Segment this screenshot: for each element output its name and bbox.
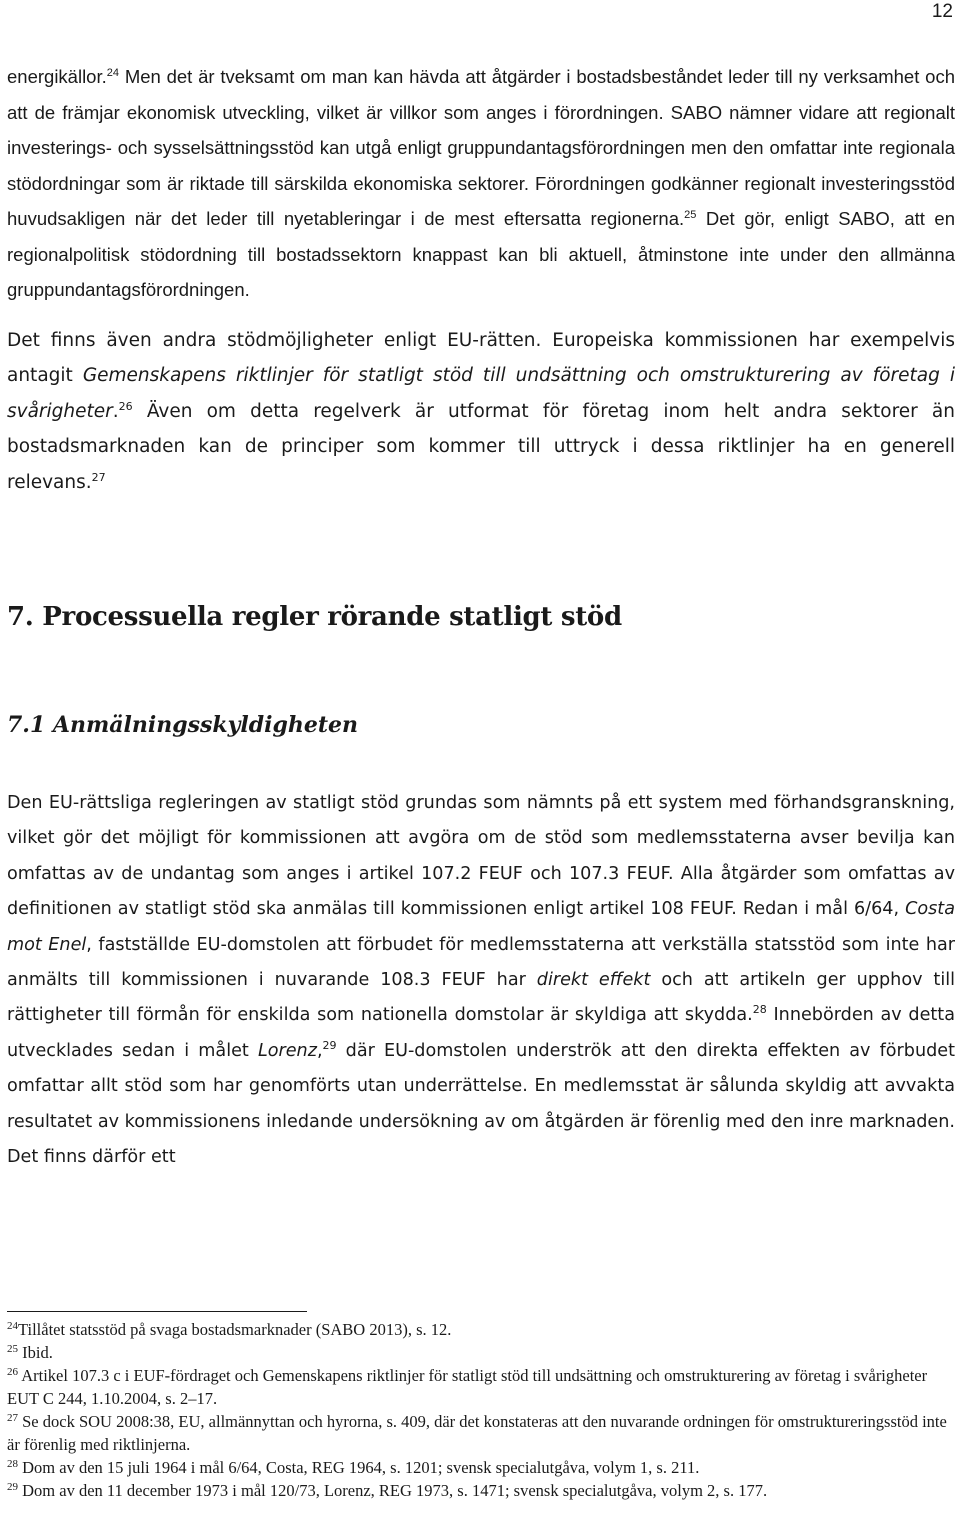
- text-run: ,: [316, 1040, 323, 1061]
- section-heading-7: 7. Processuella regler rörande statligt stöd: [7, 602, 622, 632]
- paragraph-notification-duty: [7, 786, 955, 1175]
- document-body: [7, 59, 955, 1175]
- footnote-text: Dom av den 11 december 1973 i mål 120/73, Lorenz, REG 1973, s. 1471; svensk specialutgåva, volym 2, s. 177.: [18, 1481, 768, 1500]
- footnote-28: [7, 1456, 955, 1479]
- text-run: Det finns även andra stödmöjligheter enligt EU-rätten. Europeiska kommissionen har exempelvis antagit: [7, 329, 955, 386]
- subsection-heading-7-1: 7.1 Anmälningsskyldigheten: [7, 712, 359, 738]
- text-run: Innebörden av detta utvecklades sedan i målet: [7, 1005, 955, 1061]
- footnote-ref-24[interactable]: 24: [106, 66, 120, 79]
- footnote-25: [7, 1341, 955, 1364]
- text-run: Även om detta regelverk är utformat för företag inom helt andra sektorer än bostadsmarknaden kan de principer som kommer till uttryck i dessa riktlinjer ha en generell relevans.: [7, 400, 955, 493]
- footnote-number: 24: [7, 1320, 18, 1332]
- paragraph-sabo-assessment: [7, 59, 955, 308]
- text-run: , fastställde EU-domstolen att förbudet för medlemsstaterna att verkställa statsstöd som inte har anmälts till kommissionen i nuvarande 108.3 FEUF har: [7, 934, 956, 991]
- footnote-text: Artikel 107.3 c i EUF-fördraget och Gemenskapens riktlinjer för statligt stöd till undsättning och omstrukturering av företag i svårigheter EUT C 244, 1.10.2004, s. 2–17.: [7, 1366, 928, 1408]
- footnote-27: [7, 1410, 955, 1456]
- footnote-ref-25[interactable]: 25: [684, 208, 697, 221]
- paragraph-other-support: [7, 323, 955, 501]
- italic-guidelines-title: Gemenskapens riktlinjer för statligt stöd till undsättning och omstrukturering av företag i svårigheter: [7, 365, 955, 422]
- footnote-text: Ibid.: [18, 1343, 53, 1362]
- page-number: 12: [931, 1, 953, 22]
- footnote-text: Tillåtet statsstöd på svaga bostadsmarknader (SABO 2013), s. 12.: [18, 1320, 452, 1339]
- text-run: och att artikeln ger upphov till rättigheter till förmån för enskilda som nationella domstolar är skyldiga att skydda.: [7, 970, 955, 1026]
- text-run: Det gör, enligt SABO, att en regionalpolitisk stödordning till bostadssektorn knappast kan bli aktuell, åtminstone inte under den allmänna gruppundantagsförordningen.: [7, 208, 956, 300]
- footnote-ref-28[interactable]: 28: [752, 1003, 767, 1017]
- italic-direct-effect: direkt effekt: [536, 970, 651, 991]
- footnote-ref-27[interactable]: 27: [91, 470, 106, 484]
- footnote-29: [7, 1479, 955, 1502]
- footnote-26: [7, 1364, 955, 1410]
- text-run: Den EU-rättsliga regleringen av statligt stöd grundas som nämnts på ett system med förhandsgranskning, vilket gör det möjligt för kommissionen att avgöra om de stöd som medlemsstaterna avser bevilja kan omfattas av de undantag som anges i artikel 107.2 FEUF och 107.3 FEUF. Alla åtgärder som omfattas av definitionen av statligt stöd ska anmälas till kommissionen enligt artikel 108 FEUF. Redan i mål 6/64,: [7, 793, 955, 920]
- text-run: där EU-domstolen underströk att den direkta effekten av förbudet omfattar allt stöd som har genomförts utan underrättelse. En medlemsstat är sålunda skyldig att avvakta resultatet av kommissionens inledande undersökning av om åtgärden är förenlig med den inre marknaden. Det finns därför ett: [7, 1040, 955, 1168]
- footnote-24: [7, 1318, 955, 1341]
- footnote-separator: [7, 1311, 307, 1312]
- footnote-ref-26[interactable]: 26: [118, 399, 133, 413]
- italic-case-costa: Costa mot Enel: [7, 899, 955, 955]
- footnotes: [7, 1318, 955, 1502]
- footnote-number: 26: [7, 1366, 18, 1378]
- text-run: Men det är tveksamt om man kan hävda att åtgärder i bostadsbeståndet leder till ny verksamhet och att de främjar ekonomisk utveckling, vilket är villkor som anges i förordningen. SABO nämner vidare att regionalt investerings- och sysselsättningsstöd kan utgå enligt gruppundantagsförordningen men den omfattar inte regionala stödordningar som är riktade till särskilda ekonomiska sektorer. Förordningen godkänner regionalt investeringsstöd huvudsakligen när det leder till nyetableringar i de mest eftersatta regionerna.: [7, 66, 955, 229]
- section-body: [7, 786, 955, 1175]
- footnote-number: 28: [7, 1458, 18, 1470]
- footnote-number: 29: [7, 1481, 18, 1493]
- text-run: energikällor.: [7, 66, 107, 87]
- footnote-number: 25: [7, 1343, 18, 1355]
- italic-case-lorenz: Lorenz: [257, 1040, 317, 1061]
- footnote-ref-29[interactable]: 29: [322, 1038, 337, 1052]
- text-run: .: [112, 400, 119, 422]
- footnote-text: Dom av den 15 juli 1964 i mål 6/64, Costa, REG 1964, s. 1201; svensk specialutgåva, volym 1, s. 211.: [18, 1458, 700, 1477]
- footnote-text: Se dock SOU 2008:38, EU, allmännyttan och hyrorna, s. 409, där det konstateras att den nuvarande ordningen för omstruktureringsstöd inte är förenlig med riktlinjerna.: [7, 1412, 947, 1454]
- footnote-number: 27: [7, 1412, 18, 1424]
